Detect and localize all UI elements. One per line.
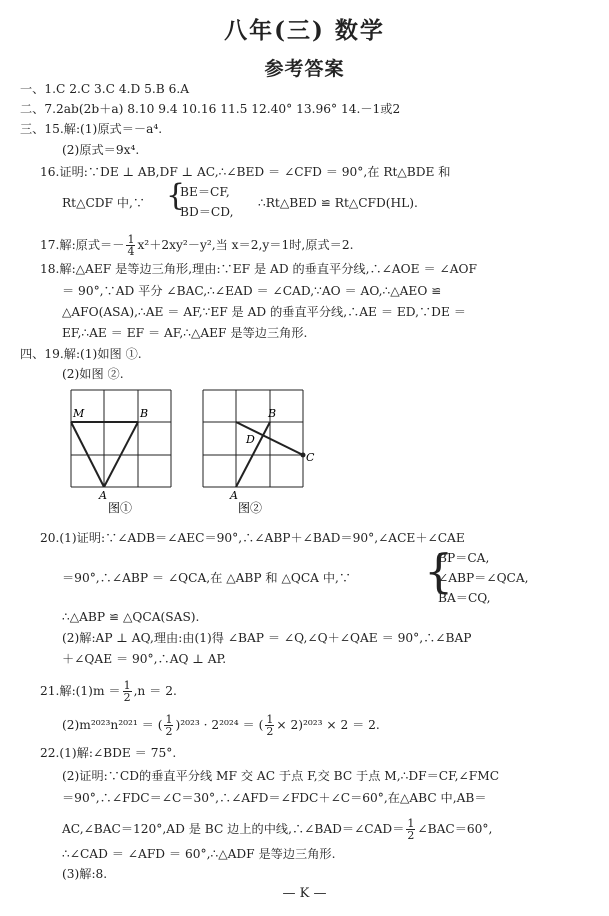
answer-22d-prefix: AC,∠BAC＝120°,AD 是 BC 边上的中线,∴∠BAD＝∠CAD＝	[62, 822, 405, 836]
label-B: B	[140, 407, 149, 420]
label-M: M	[73, 407, 85, 420]
answer-line-21b	[62, 714, 380, 737]
fraction-numerator: 1	[123, 679, 131, 692]
answer-line-20a: 20.(1)证明:∵∠ADB＝∠AEC＝90°,∴∠ABP＋∠BAD＝90°,∠ACE＋∠CAE	[40, 531, 465, 545]
fraction-denominator: 2	[266, 725, 274, 738]
answer-line-20g: (2)解:AP ⊥ AQ,理由:由(1)得 ∠BAP ＝ ∠Q,∠Q＋∠QAE ＝ 90°,∴∠BAP	[62, 631, 472, 645]
answer-line-2: 二、7.2ab(2b＋a) 8.10 9.4 10.16 11.5 12.40° 13.96° 14.－1或2	[20, 102, 401, 116]
figure-2-caption: 图②	[238, 501, 263, 515]
answer-17-suffix: x²＋2xy²－y²,当 x＝2,y＝1时,原式＝2.	[137, 238, 354, 252]
fraction-numerator: 1	[266, 713, 274, 726]
brace-20: {	[424, 544, 454, 598]
fraction-denominator: 2	[123, 691, 131, 704]
fraction-half	[406, 818, 415, 841]
answer-line-21a	[40, 680, 177, 703]
answer-line-20d: ∠ABP＝∠QCA,	[438, 571, 529, 585]
fraction-quarter	[126, 234, 135, 257]
page-title: 八年(三) 数学	[224, 17, 385, 44]
answer-line-22e: ∴∠CAD ＝ ∠AFD ＝ 60°,∴△ADF 是等边三角形.	[62, 847, 336, 861]
fraction-numerator: 1	[407, 817, 415, 830]
answer-line-7: BE＝CF,	[180, 185, 230, 199]
answer-line-11: ＝ 90°,∵AD 平分 ∠BAC,∴∠EAD ＝ ∠CAD,∵AO ＝ AO,∴△AEO ≌	[62, 284, 442, 298]
figure-1-grid	[71, 390, 171, 487]
answer-line-8: BD＝CD,	[180, 205, 234, 219]
answer-line-22a: 22.(1)解:∠BDE ＝ 75°.	[40, 746, 177, 760]
answer-22d-suffix: ∠BAC＝60°,	[417, 822, 493, 836]
answer-line-22f: (3)解:8.	[62, 867, 108, 881]
fraction-numerator: 1	[165, 713, 173, 726]
answer-line-10: 18.解:△AEF 是等边三角形,理由:∵EF 是 AD 的垂直平分线,∴∠AOE ＝ ∠AOF	[40, 262, 477, 276]
answer-line-20e: BA＝CQ,	[438, 591, 491, 605]
point-C	[301, 453, 306, 458]
answer-line-12: △AFO(ASA),∴AE ＝ AF,∵EF 是 AD 的垂直平分线,∴AE ＝ ED,∵DE ＝	[62, 305, 466, 319]
label-C: C	[306, 451, 315, 464]
answer-line-3: 三、15.解:(1)原式＝－a⁴.	[20, 122, 163, 136]
answer-line-6: Rt△CDF 中,∵	[62, 196, 146, 210]
answer-line-20c: BP＝CA,	[438, 551, 490, 565]
answer-21-suffix: ,n ＝ 2.	[133, 684, 177, 698]
answer-line-22c: ＝90°,∴∠FDC＝∠C＝30°,∴∠AFD＝∠FDC＋∠C＝60°,在△ABC 中,AB＝	[62, 791, 487, 805]
answer-line-20f: ∴△ABP ≌ △QCA(SAS).	[62, 610, 200, 624]
fraction-denominator: 2	[407, 829, 415, 842]
answer-21b-part3: × 2)²⁰²³ × 2 ＝ 2.	[276, 718, 380, 732]
answer-21-prefix: 21.解:(1)m ＝	[40, 684, 121, 698]
answer-21b-part1: (2)m²⁰²³n²⁰²¹ ＝ (	[62, 718, 163, 732]
answer-line-4: (2)原式＝9x⁴.	[62, 143, 140, 157]
answer-line-5: 16.证明:∵DE ⊥ AB,DF ⊥ AC,∴∠BED ＝ ∠CFD ＝ 90°,在 Rt△BDE 和	[40, 165, 451, 179]
label-A: A	[230, 489, 238, 502]
answer-line-22b: (2)证明:∵CD的垂直平分线 MF 交 AC 于点 F,交 BC 于点 M,∴DF＝CF,∠FMC	[62, 769, 500, 783]
answer-line-9: ∴Rt△BED ≌ Rt△CFD(HL).	[258, 196, 418, 210]
figure-1-caption: 图①	[108, 501, 133, 515]
label-A: A	[99, 489, 107, 502]
answer-line-20h: ＋∠QAE ＝ 90°,∴AQ ⊥ AP.	[62, 652, 227, 666]
page-subtitle: 参考答案	[264, 58, 345, 80]
answer-21b-part2: )²⁰²³ · 2²⁰²⁴ ＝ (	[175, 718, 264, 732]
answer-line-1: 一、1.C 2.C 3.C 4.D 5.B 6.A	[20, 82, 190, 96]
answer-line-14: 四、19.解:(1)如图 ①.	[20, 347, 142, 361]
fraction-numerator: 1	[127, 233, 135, 246]
fraction-half	[164, 714, 173, 737]
label-D: D	[246, 433, 255, 446]
answer-17-prefix: 17.解:原式＝－	[40, 238, 125, 252]
answer-line-22d	[62, 818, 492, 841]
answer-line-15: (2)如图 ②.	[62, 367, 124, 381]
label-B: B	[268, 407, 277, 420]
answer-line-17	[40, 234, 353, 257]
answer-line-20b: ＝90°,∴∠ABP ＝ ∠QCA,在 △ABP 和 △QCA 中,∵	[62, 571, 352, 585]
fraction-denominator: 4	[127, 245, 135, 258]
brace-16: {	[166, 178, 186, 213]
figure-1	[66, 385, 176, 515]
fraction-denominator: 2	[165, 725, 173, 738]
answer-line-13: EF,∴AE ＝ EF ＝ AF,∴△AEF 是等边三角形.	[62, 326, 308, 340]
figure-2	[198, 385, 318, 515]
page-footer: — K —	[282, 886, 327, 901]
fraction-half	[123, 680, 132, 703]
fraction-half	[265, 714, 274, 737]
